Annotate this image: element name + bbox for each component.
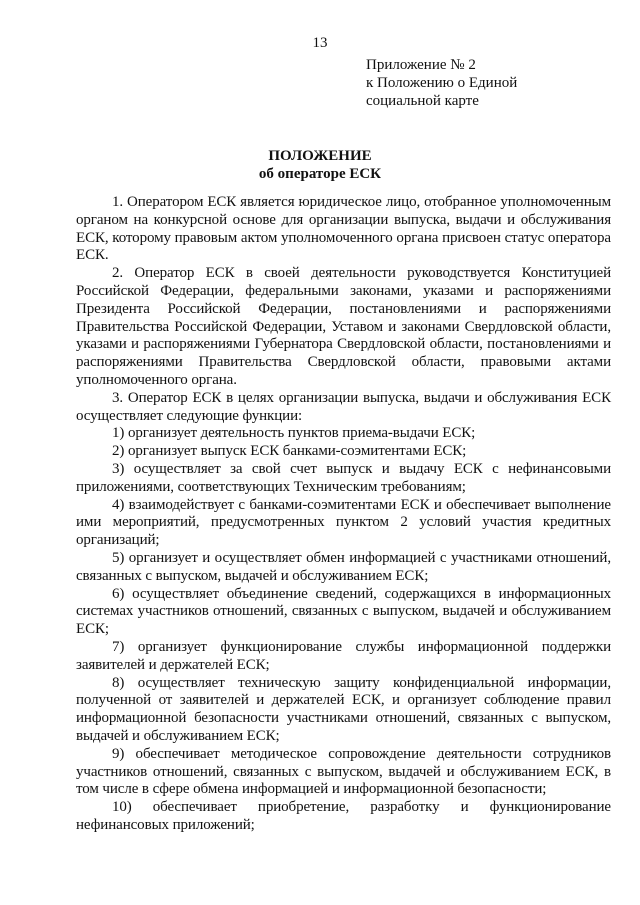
- list-item: 7) организует функционирование службы информационной поддержки заявителей и держателей ЕСК;: [76, 638, 611, 673]
- appendix-note: [366, 56, 616, 110]
- appendix-line: социальной карте: [366, 93, 479, 109]
- paragraph: 2. Оператор ЕСК в своей деятельности руководствуется Конституцией Российской Федерации, федеральными законами, указами и распоряжениями Президента Российской Федерации, постановлениями и распоряжениями Правительства Российской Федерации, Уставом и законами Свердловской области, указами и распоряжениями Губернатора Свердловской области, постановлениями и распоряжениями Правительства Свердловской области, правовыми актами уполномоченного органа.: [76, 265, 611, 388]
- document-body: [76, 194, 611, 835]
- list-item: 10) обеспечивает приобретение, разработку и функционирование нефинансовых приложений;: [76, 799, 611, 833]
- list-item: 5) организует и осуществляет обмен информацией с участниками отношений, связанных с выпуском, выдачей и обслуживанием ЕСК;: [76, 549, 611, 584]
- list-item: 2) организует выпуск ЕСК банками-соэмитентами ЕСК;: [112, 443, 467, 460]
- appendix-line: Приложение № 2: [366, 57, 476, 73]
- paragraph: 1. Оператором ЕСК является юридическое лицо, отобранное уполномоченным органом на конкурсной основе для организации выпуска, выдачи и обслуживания ЕСК, которому правовым актом уполномоченного органа присвоен статус оператора ЕСК.: [76, 194, 611, 264]
- appendix-line: к Положению о Единой: [366, 75, 518, 91]
- document-title: ПОЛОЖЕНИЕ: [268, 148, 372, 164]
- page-number: 13: [312, 35, 328, 51]
- list-item: 4) взаимодействует с банками-соэмитентами ЕСК и обеспечивает выполнение ими мероприятий, предусмотренных пунктом 2 условий участия кредитных организаций;: [76, 496, 611, 549]
- list-item: 3) осуществляет за свой счет выпуск и выдачу ЕСК с нефинансовыми приложениями, соответствующих Техническим требованиям;: [76, 460, 611, 495]
- document-heading: [0, 147, 640, 183]
- list-item: 9) обеспечивает методическое сопровождение деятельности сотрудников участников отношений, связанных с выпуском, выдачей и обслуживанием ЕСК, в том числе в сфере обмена информацией и информационной безопасности;: [76, 745, 611, 798]
- paragraph: 3. Оператор ЕСК в целях организации выпуска, выдачи и обслуживания ЕСК осуществляет следующие функции:: [76, 389, 611, 424]
- list-item: 6) осуществляет объединение сведений, содержащихся в информационных системах участников отношений, связанных с выпуском, выдачей и обслуживанием ЕСК;: [76, 585, 611, 638]
- list-item: 8) осуществляет техническую защиту конфиденциальной информации, полученной от заявителей и держателей ЕСК, и организует соблюдение правил информационной безопасности участниками отношений, связанных с выпуском, выдачей и обслуживанием ЕСК;: [76, 674, 611, 744]
- list-item: 1) организует деятельность пунктов приема-выдачи ЕСК;: [112, 425, 476, 442]
- document-subtitle: об операторе ЕСК: [258, 166, 382, 182]
